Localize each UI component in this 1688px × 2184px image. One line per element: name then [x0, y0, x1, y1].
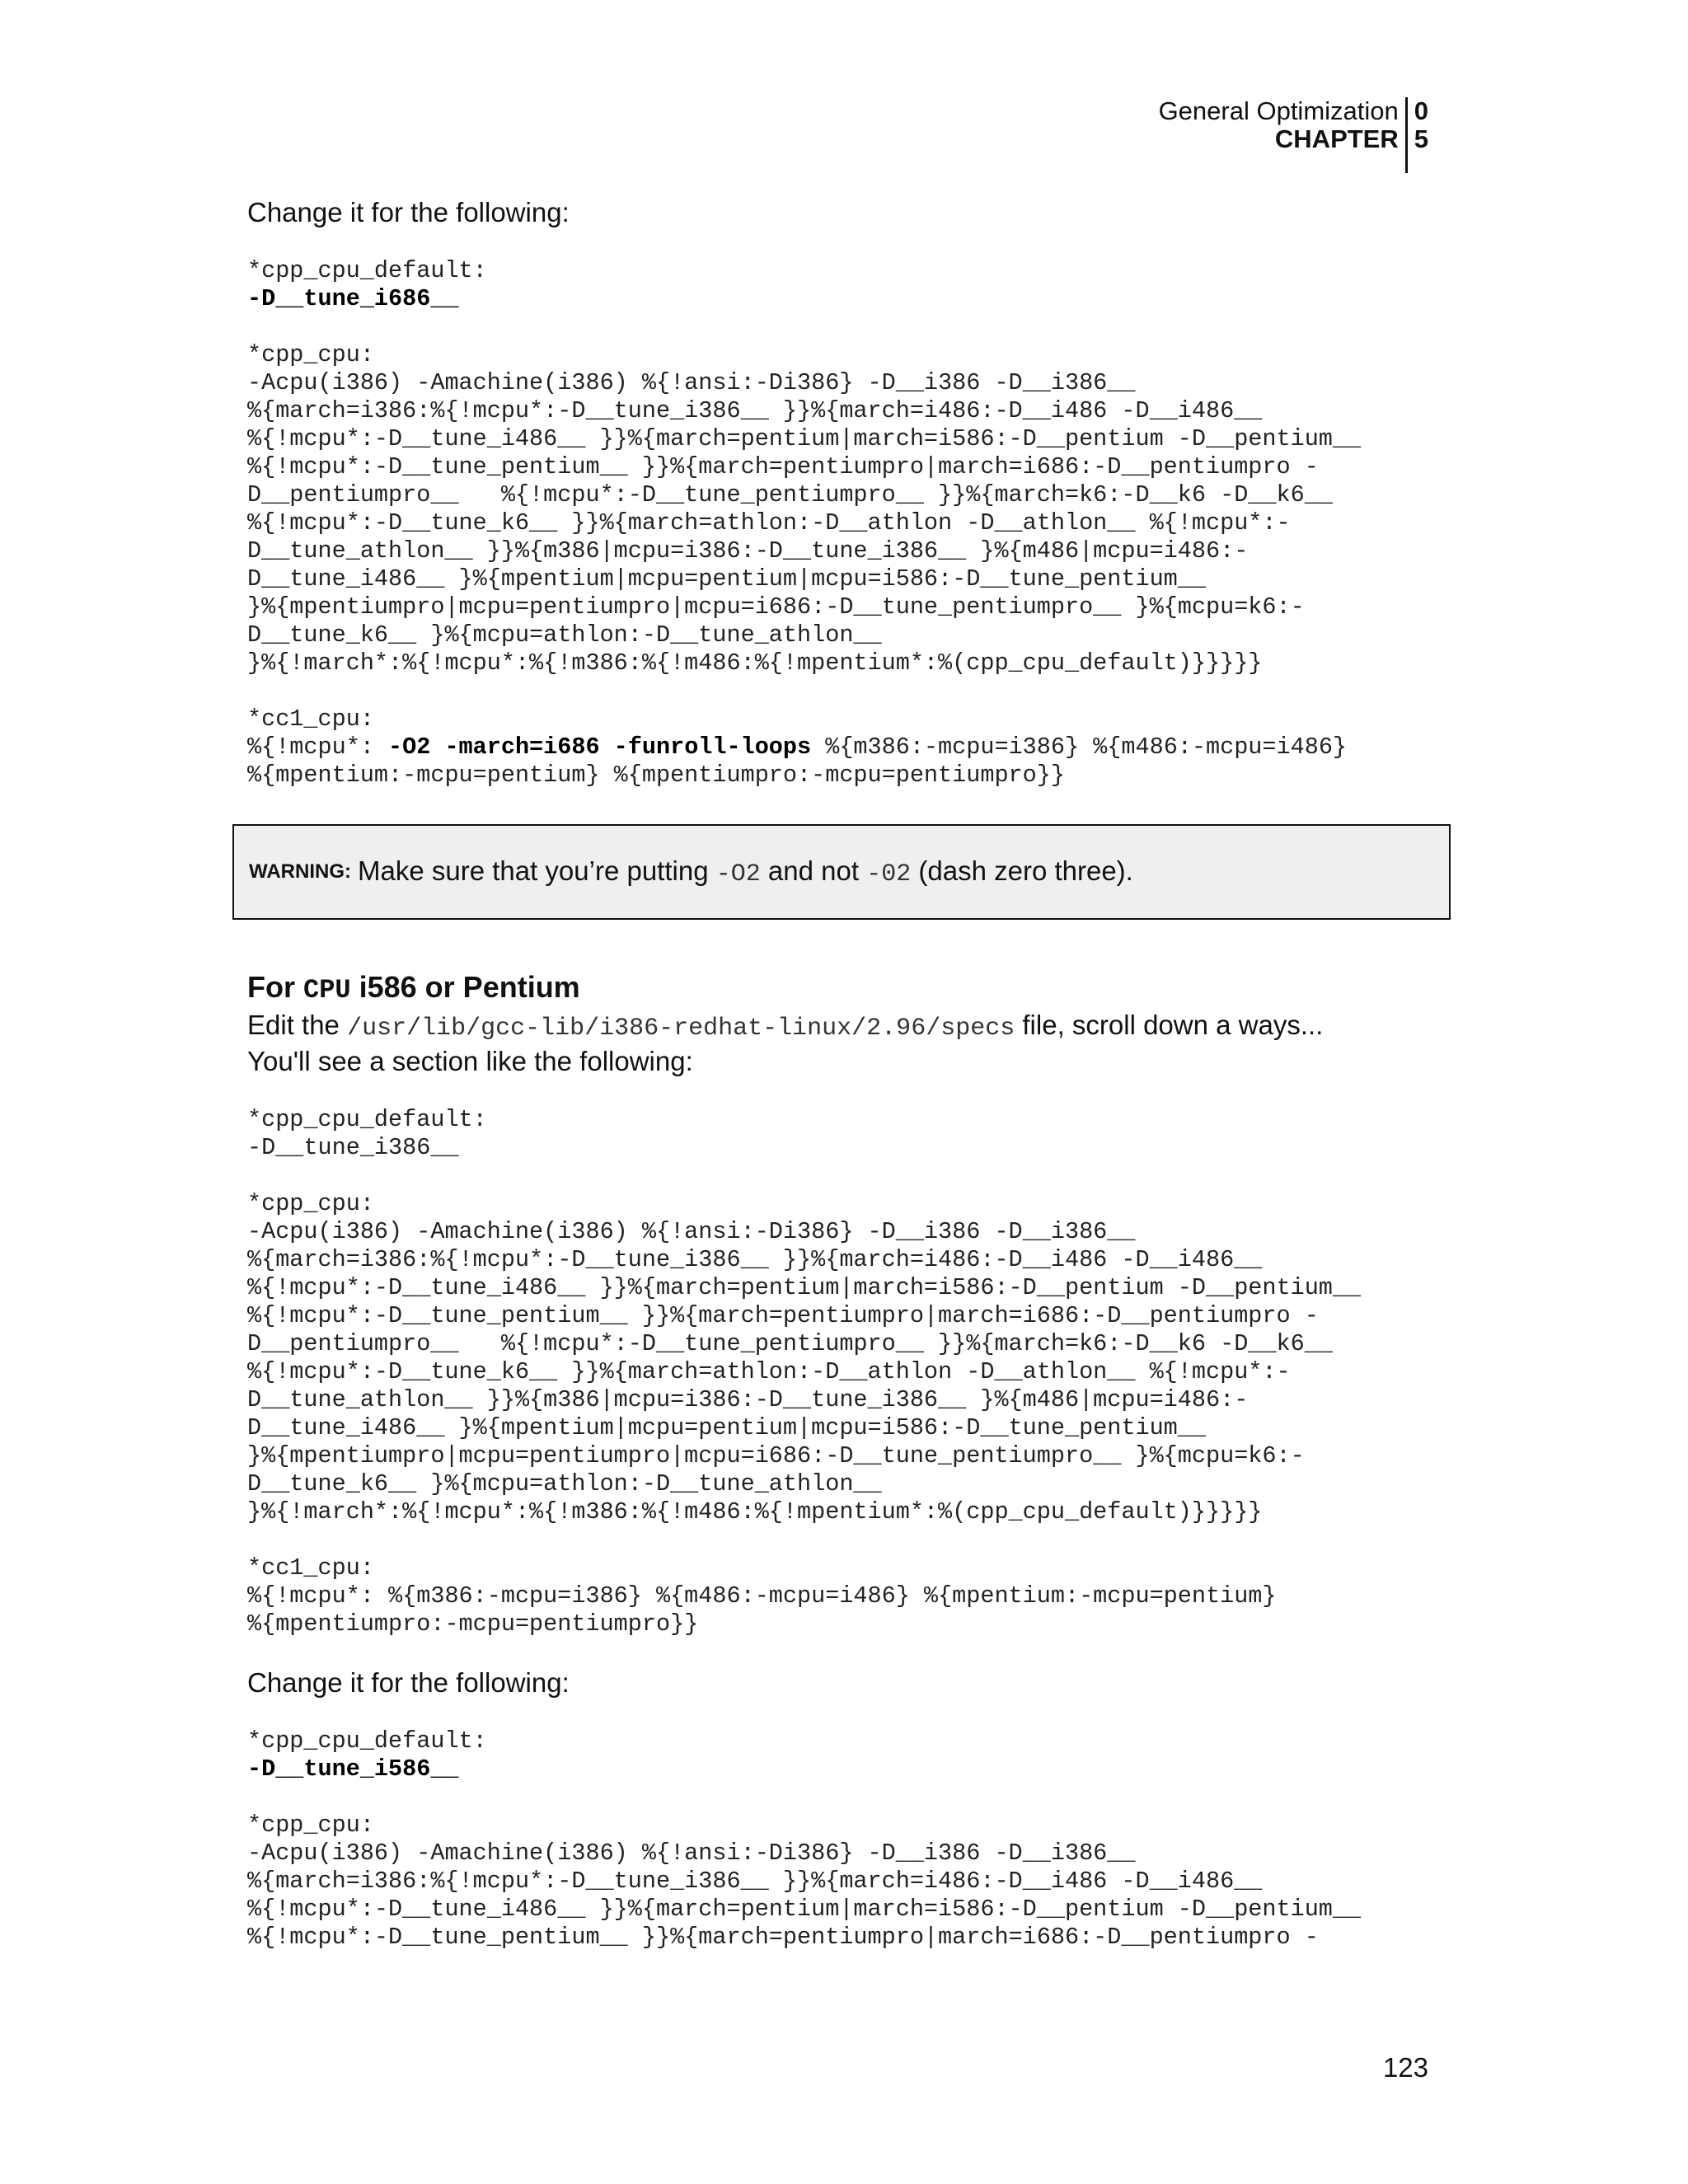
- blank-line: [247, 1783, 1442, 1811]
- blank-line: [247, 677, 1442, 705]
- code-line: %{mpentium:-mcpu=pentium} %{mpentiumpro:-mcpu=pentiumpro}}: [247, 762, 1065, 789]
- code-line: *cpp_cpu_default:: [247, 1106, 487, 1133]
- page-content: [247, 196, 1442, 790]
- code-line: %{!mcpu*: %{m386:-mcpu=i386} %{m486:-mcpu=i486} %{mpentium:-mcpu=pentium}: [247, 1582, 1277, 1610]
- code-line-mixed: [247, 733, 1442, 762]
- code-block-1: [247, 257, 1442, 790]
- para-part: Edit the: [247, 1010, 348, 1040]
- heading-part: For: [247, 970, 303, 1004]
- code-line: *cpp_cpu:: [247, 341, 374, 368]
- spacer: [247, 1699, 1442, 1727]
- code-line: *cpp_cpu:: [247, 1190, 374, 1217]
- code-line: -Acpu(i386) -Amachine(i386) %{!ansi:-Di386} -D__i386 -D__i386__: [247, 1840, 1136, 1867]
- section-paragraph: [247, 1009, 1442, 1045]
- code-line: *cpp_cpu_default:: [247, 1727, 487, 1755]
- blank-line: [247, 1162, 1442, 1190]
- code-line: %{!mcpu*:-D__tune_i486__ }}%{march=pentium|march=i586:-D__pentium -D__pentium__: [247, 425, 1362, 452]
- blank-line: [247, 1526, 1442, 1554]
- page-number: 123: [1382, 2052, 1428, 2083]
- chapter-digit-2: 5: [1414, 124, 1428, 153]
- code-line: %{!mcpu*:-D__tune_i486__ }}%{march=pentium|march=i586:-D__pentium -D__pentium__: [247, 1896, 1362, 1923]
- code-line: %{!mcpu*:-D__tune_pentium__ }}%{march=pentiumpro|march=i686:-D__pentiumpro -: [247, 1924, 1319, 1951]
- code-line: *cpp_cpu_default:: [247, 257, 487, 284]
- code-line: D__pentiumpro__ %{!mcpu*:-D__tune_pentiumpro__ }}%{march=k6:-D__k6 -D__k6__: [247, 481, 1333, 509]
- code-line: *cpp_cpu:: [247, 1811, 374, 1839]
- warning-text-part: and not: [760, 855, 867, 886]
- code-span: %{m386:-mcpu=i386} %{m486:-mcpu=i486}: [811, 733, 1348, 761]
- blank-line: [247, 313, 1442, 341]
- heading-code: CPU: [303, 975, 351, 1005]
- warning-text-part: (dash zero three).: [911, 855, 1133, 886]
- warning-box: [232, 824, 1451, 920]
- code-line: -D__tune_i386__: [247, 1134, 459, 1161]
- code-span: %{!mcpu*:: [247, 733, 389, 761]
- code-line: D__tune_i486__ }%{mpentium|mcpu=pentium|mcpu=i586:-D__tune_pentium__: [247, 1414, 1206, 1441]
- section-paragraph-2: You'll see a section like the following:: [247, 1046, 693, 1076]
- code-line: %{!mcpu*:-D__tune_k6__ }}%{march=athlon:-D__athlon -D__athlon__ %{!mcpu*:-: [247, 1358, 1291, 1385]
- code-line: %{!mcpu*:-D__tune_i486__ }}%{march=pentium|march=i586:-D__pentium -D__pentium__: [247, 1274, 1362, 1301]
- code-line: D__tune_k6__ }%{mcpu=athlon:-D__tune_athlon__: [247, 621, 882, 649]
- inline-code: -02: [866, 860, 912, 888]
- code-line: D__tune_athlon__ }}%{m386|mcpu=i386:-D__tune_i386__ }%{m486|mcpu=i486:-: [247, 537, 1249, 565]
- section-content: [247, 969, 1442, 1952]
- code-line: %{march=i386:%{!mcpu*:-D__tune_i386__ }}%{march=i486:-D__i486 -D__i486__: [247, 1868, 1263, 1895]
- code-line-bold: [247, 1755, 1442, 1783]
- code-line: D__tune_i486__ }%{mpentium|mcpu=pentium|mcpu=i586:-D__tune_pentium__: [247, 565, 1206, 593]
- code-block-2: [247, 1106, 1442, 1638]
- spacer: [247, 1638, 1442, 1666]
- code-line: }%{mpentiumpro|mcpu=pentiumpro|mcpu=i686:-D__tune_pentiumpro__ }%{mcpu=k6:-: [247, 593, 1305, 621]
- header-titles: [1159, 97, 1405, 173]
- intro-paragraph-2: Change it for the following:: [247, 1667, 570, 1698]
- section-title: General Optimization: [1158, 96, 1399, 125]
- chapter-number: [1405, 97, 1428, 173]
- file-path: /usr/lib/gcc-lib/i386-redhat-linux/2.96/specs: [347, 1015, 1015, 1043]
- warning-text: [358, 855, 1133, 888]
- code-line-bold: [247, 285, 1442, 313]
- code-block-3: [247, 1727, 1442, 1952]
- spacer: [247, 229, 1442, 257]
- intro-paragraph-1: Change it for the following:: [247, 197, 570, 227]
- code-line: %{!mcpu*:-D__tune_pentium__ }}%{march=pentiumpro|march=i686:-D__pentiumpro -: [247, 453, 1319, 480]
- warning-text-part: Make sure that you’re putting: [357, 855, 716, 886]
- spacer: [247, 1078, 1442, 1106]
- para-part: file, scroll down a ways...: [1015, 1010, 1324, 1040]
- code-line: }%{mpentiumpro|mcpu=pentiumpro|mcpu=i686:-D__tune_pentiumpro__ }%{mcpu=k6:-: [247, 1442, 1305, 1469]
- code-line: D__tune_athlon__ }}%{m386|mcpu=i386:-D__tune_i386__ }%{m486|mcpu=i486:-: [247, 1386, 1249, 1413]
- chapter-digit-1: 0: [1414, 96, 1428, 125]
- inline-code: -O2: [715, 860, 761, 888]
- heading-part: i586 or Pentium: [350, 970, 580, 1004]
- chapter-label: CHAPTER: [1274, 124, 1399, 153]
- code-line: %{!mcpu*:-D__tune_k6__ }}%{march=athlon:-D__athlon -D__athlon__ %{!mcpu*:-: [247, 509, 1291, 537]
- code-line: D__pentiumpro__ %{!mcpu*:-D__tune_pentiumpro__ }}%{march=k6:-D__k6 -D__k6__: [247, 1330, 1333, 1357]
- bold-code: -O2 -march=i686 -funroll-loops: [388, 733, 812, 761]
- bold-code: -D__tune_i586__: [247, 1755, 459, 1783]
- code-line: %{mpentiumpro:-mcpu=pentiumpro}}: [247, 1610, 699, 1638]
- code-line: %{!mcpu*:-D__tune_pentium__ }}%{march=pentiumpro|march=i686:-D__pentiumpro -: [247, 1302, 1319, 1329]
- code-line: }%{!march*:%{!mcpu*:%{!m386:%{!m486:%{!mpentium*:%(cpp_cpu_default)}}}}}: [247, 649, 1263, 677]
- warning-label: WARNING:: [249, 860, 351, 883]
- running-header: [1159, 97, 1428, 173]
- section-heading: [247, 969, 1442, 1009]
- code-line: *cc1_cpu:: [247, 705, 374, 733]
- code-line: }%{!march*:%{!mcpu*:%{!m386:%{!m486:%{!mpentium*:%(cpp_cpu_default)}}}}}: [247, 1498, 1263, 1526]
- bold-code: -D__tune_i686__: [247, 285, 459, 312]
- code-line: *cc1_cpu:: [247, 1554, 374, 1582]
- code-line: -Acpu(i386) -Amachine(i386) %{!ansi:-Di386} -D__i386 -D__i386__: [247, 1218, 1136, 1245]
- code-line: -Acpu(i386) -Amachine(i386) %{!ansi:-Di386} -D__i386 -D__i386__: [247, 369, 1136, 396]
- code-line: D__tune_k6__ }%{mcpu=athlon:-D__tune_athlon__: [247, 1470, 882, 1497]
- code-line: %{march=i386:%{!mcpu*:-D__tune_i386__ }}%{march=i486:-D__i486 -D__i486__: [247, 1246, 1263, 1273]
- code-line: %{march=i386:%{!mcpu*:-D__tune_i386__ }}%{march=i486:-D__i486 -D__i486__: [247, 397, 1263, 424]
